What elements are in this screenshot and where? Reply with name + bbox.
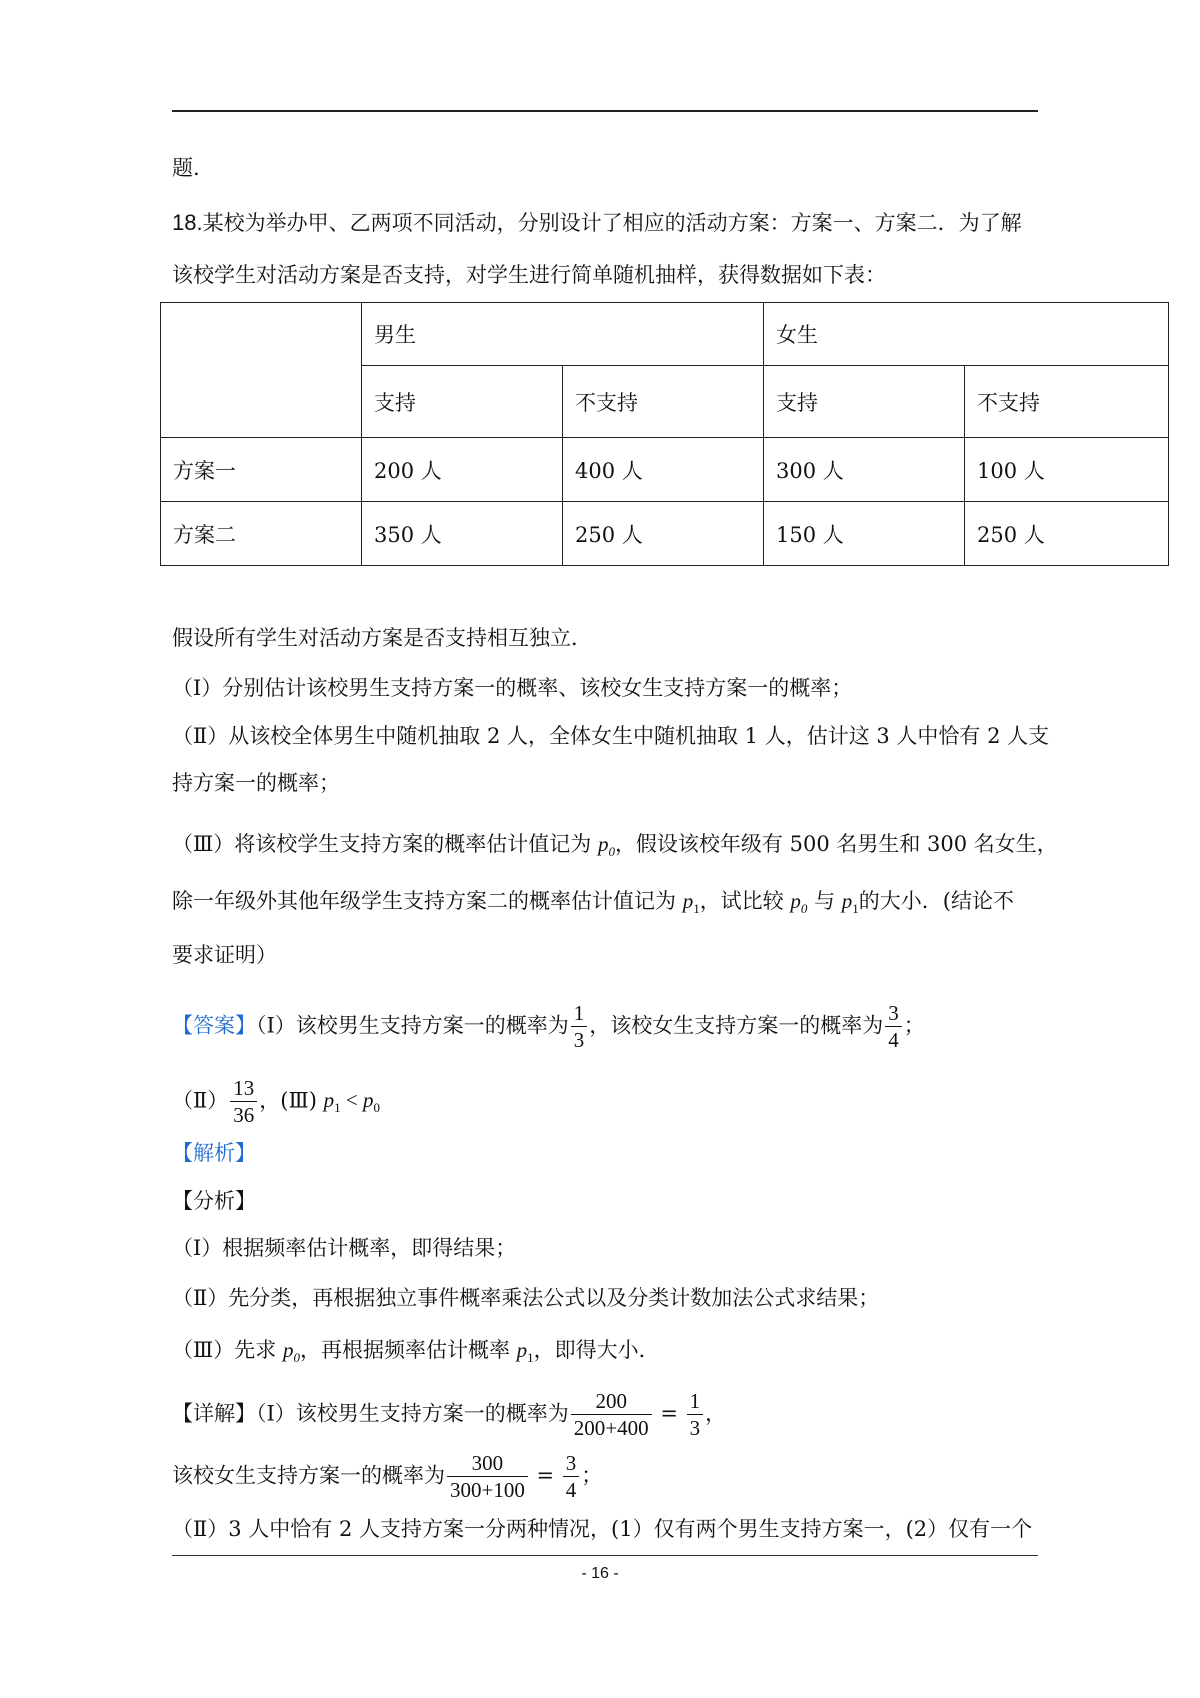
- answer-tag: 【答案】: [172, 1013, 256, 1038]
- corner-cell: [161, 303, 362, 438]
- part-3-text: 除一年级外其他年级学生支持方案二的概率估计值记为: [172, 889, 676, 913]
- assumption-text: 假设所有学生对活动方案是否支持相互独立．: [172, 626, 592, 650]
- fenxi-tag: 【分析】: [172, 1189, 256, 1213]
- part-3-line-2: [172, 891, 1014, 915]
- analysis-3-text: ，再根据频率估计概率: [299, 1338, 510, 1362]
- table-cell: 300 人: [764, 438, 965, 502]
- table-cell: 250 人: [563, 502, 764, 566]
- table-row: [161, 502, 1169, 566]
- question-text: 某校为举办甲、乙两项不同活动，分别设计了相应的活动方案：方案一、方案二．为了解: [202, 211, 1022, 235]
- question-number: 18.: [172, 210, 203, 235]
- analysis-3-text: （Ⅲ）先求: [172, 1338, 277, 1362]
- table-row: [161, 438, 1169, 502]
- table-cell: 350 人: [362, 502, 563, 566]
- detail-line-1: 【详解】（Ⅰ）该校男生支持方案一的概率为 $\frac{200}{200+400}$ = $\frac{1}{3}$ ，: [172, 1389, 727, 1441]
- p0-symbol: $p_0$: [282, 1338, 300, 1365]
- subheader-cell: 支持: [764, 366, 965, 438]
- analysis-3-line: [172, 1340, 660, 1364]
- analysis-2-text: （Ⅱ）先分类，再根据独立事件概率乘法公式以及分类计数加法公式求结果；: [172, 1286, 880, 1310]
- carryover-text: 题.: [172, 156, 200, 180]
- p1-lt-p0: $p_1 < p_0$: [323, 1088, 380, 1116]
- part-1-text: （Ⅰ）分别估计该校男生支持方案一的概率、该校女生支持方案一的概率；: [172, 676, 853, 700]
- answer-line-2: [172, 1075, 380, 1129]
- p1-symbol: $p_1$: [682, 889, 700, 916]
- subheader-cell: 不支持: [563, 366, 764, 438]
- part-2-line-1: （Ⅱ）从该校全体男生中随机抽取 2 人，全体女生中随机抽取 1 人，估计这 3 人中恰有 2 人支: [172, 724, 1050, 748]
- part-3-line-1: [172, 834, 1058, 858]
- fraction-300-400: $\frac{300}{300+100}$: [447, 1450, 528, 1504]
- table-cell: 150 人: [764, 502, 965, 566]
- detail-text: （Ⅰ）该校男生支持方案一的概率为: [256, 1401, 569, 1426]
- p0-symbol: $p_0$: [597, 832, 615, 859]
- fraction-one-third: $\frac{1}{3}$: [571, 1000, 588, 1054]
- table-cell: 250 人: [965, 502, 1169, 566]
- part-3-text: 的大小．(结论不: [858, 889, 1014, 913]
- table-cell: 200 人: [362, 438, 563, 502]
- part-3-text: 与: [814, 889, 836, 913]
- question-18-line-1: [172, 212, 1022, 234]
- analysis-tag: 【解析】: [172, 1141, 256, 1165]
- header-rule: [172, 110, 1038, 112]
- header-female: 女生: [764, 303, 1169, 366]
- part-3-text: （Ⅲ）将该校学生支持方案的概率估计值记为: [172, 832, 592, 856]
- detail-line-3: （Ⅱ）3 人中恰有 2 人支持方案一分两种情况，(1）仅有两个男生支持方案一，(2）仅有一个: [172, 1517, 1033, 1541]
- p0-symbol: $p_0$: [790, 889, 808, 916]
- fraction-one-third: $\frac{1}{3}$: [687, 1388, 704, 1442]
- analysis-1-text: （Ⅰ）根据频率估计概率，即得结果；: [172, 1236, 517, 1260]
- detail-text: 该校女生支持方案一的概率为: [172, 1463, 445, 1488]
- detail-tag: 【详解】: [172, 1401, 256, 1426]
- row-label: 方案一: [161, 438, 362, 502]
- detail-line-2: 该校女生支持方案一的概率为 $\frac{300}{300+100}$ = $\frac{3}{4}$ ；: [172, 1451, 603, 1503]
- part-2-line-2: 持方案一的概率；: [172, 771, 340, 795]
- subheader-cell: 支持: [362, 366, 563, 438]
- table-cell: 400 人: [563, 438, 764, 502]
- answer-text: （Ⅰ）该校男生支持方案一的概率为: [256, 1013, 569, 1038]
- table-cell: 100 人: [965, 438, 1169, 502]
- part-3-text: ，假设该校年级有 500 名男生和 300 名女生，: [614, 832, 1058, 856]
- fraction-three-quarters: $\frac{3}{4}$: [885, 1000, 902, 1054]
- part-3-line-3: 要求证明）: [172, 943, 277, 967]
- answer-text: ，(Ⅲ): [259, 1088, 317, 1113]
- row-label: 方案二: [161, 502, 362, 566]
- question-18-line-2: 该校学生对活动方案是否支持，对学生进行简单随机抽样，获得数据如下表：: [172, 263, 886, 287]
- part-3-text: ，试比较: [699, 889, 784, 913]
- p1-symbol: $p_1$: [841, 889, 859, 916]
- fraction-13-36: $\frac{13}{36}$: [230, 1075, 257, 1129]
- fraction-200-600: $\frac{200}{200+400}$: [571, 1388, 652, 1442]
- answer-line-1: [172, 1000, 925, 1054]
- table-header-row: [161, 303, 1169, 366]
- survey-table: [160, 302, 1169, 566]
- p1-symbol: $p_1$: [516, 1338, 534, 1365]
- answer-text: ，该校女生支持方案一的概率为: [589, 1013, 884, 1038]
- answer-text: （Ⅱ）: [172, 1088, 229, 1113]
- subheader-cell: 不支持: [965, 366, 1169, 438]
- analysis-3-text: ，即得大小．: [533, 1338, 660, 1362]
- page-number: - 16 -: [581, 1565, 619, 1582]
- fraction-three-quarters: $\frac{3}{4}$: [563, 1450, 580, 1504]
- answer-text: ；: [903, 1013, 925, 1038]
- header-male: 男生: [362, 303, 764, 366]
- footer-rule: [172, 1555, 1038, 1556]
